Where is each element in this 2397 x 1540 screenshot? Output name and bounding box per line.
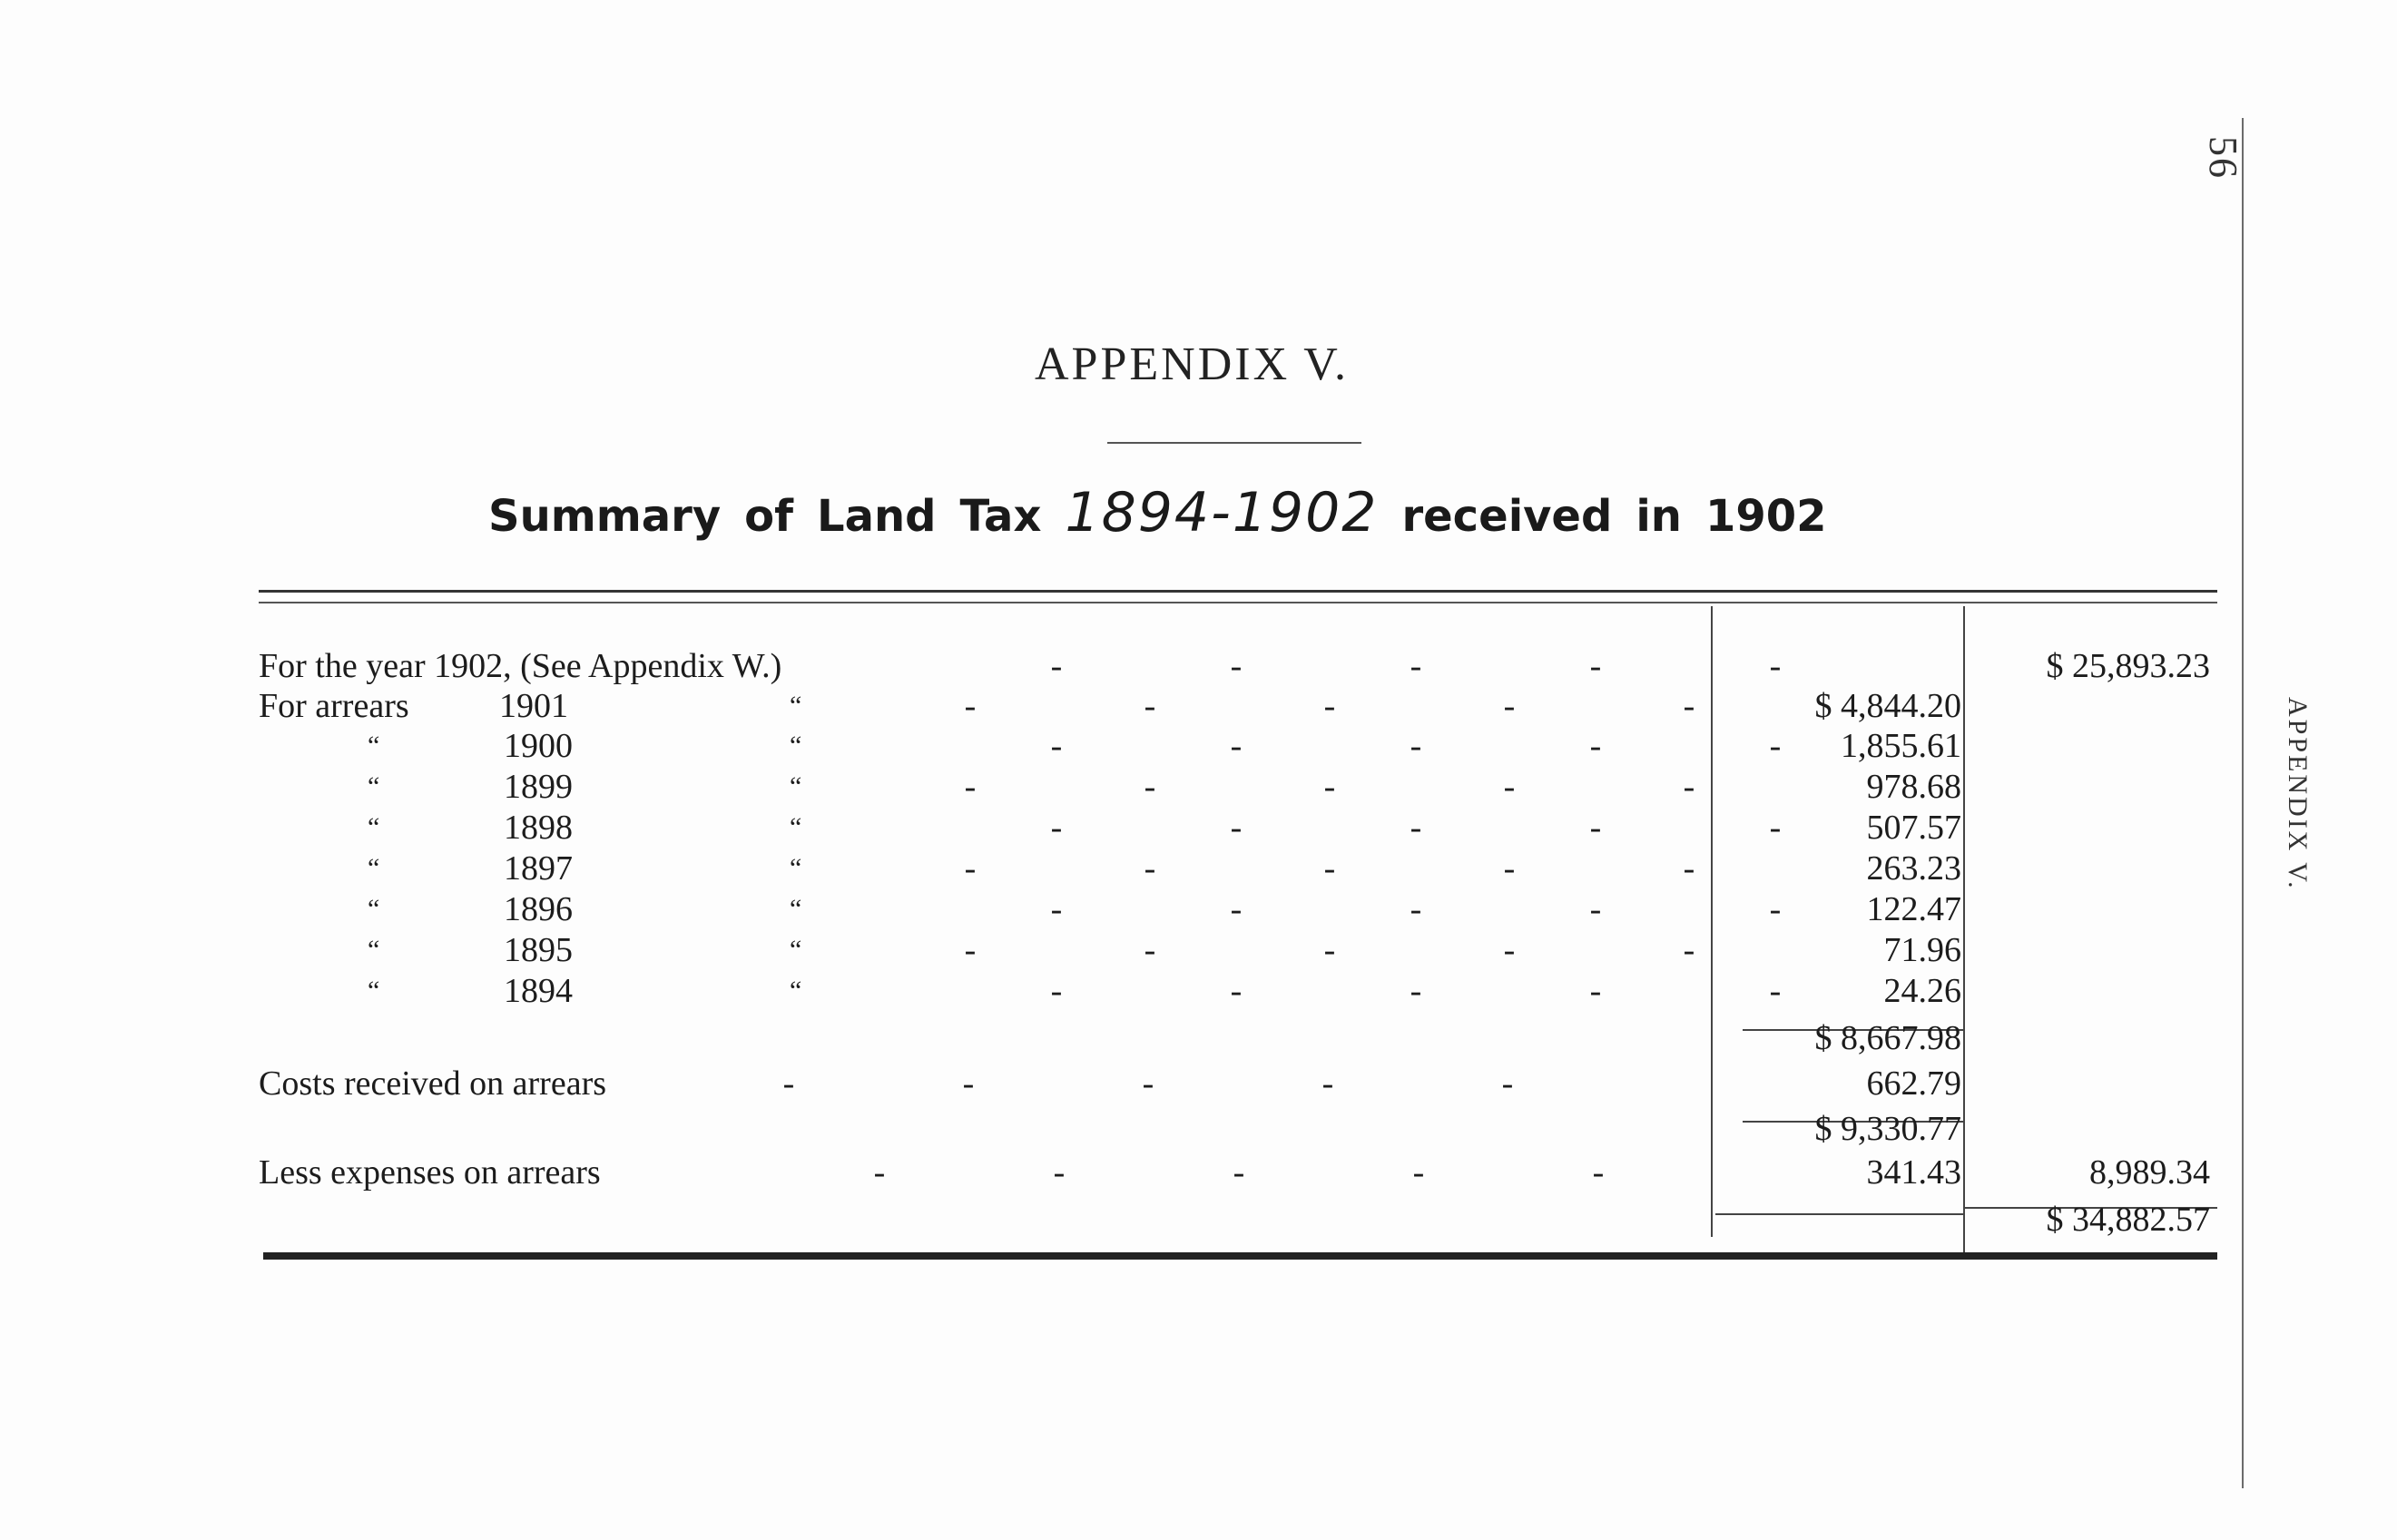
table-row: [259, 726, 2219, 766]
row-year: 1895: [504, 931, 573, 969]
title-word: received: [1401, 491, 1613, 542]
grand-total-cell: $ 34,882.57: [2046, 1201, 2210, 1239]
row-label: For arrears: [259, 687, 409, 725]
row-label: For the year 1902, (See Appendix W.): [259, 647, 782, 685]
amount-cell: 24.26: [1883, 972, 1961, 1010]
table-row: [259, 971, 2219, 1011]
title-word: Tax: [959, 491, 1042, 542]
title-word: of: [744, 491, 793, 542]
title-word: Land: [816, 491, 937, 542]
ditto-mark: “: [368, 812, 380, 842]
ditto-mark: “: [790, 935, 802, 965]
table-row: [259, 930, 2219, 970]
table-row: [259, 1153, 2219, 1192]
row-year: 1899: [504, 768, 573, 806]
leader-dashes: - - - - -: [1050, 890, 1782, 928]
title-word: in: [1636, 491, 1682, 542]
row-year: 1897: [504, 849, 573, 888]
amount-cell: 1,855.61: [1841, 727, 1961, 765]
ditto-mark: “: [790, 691, 802, 721]
ditto-mark: “: [790, 812, 802, 842]
leader-dashes: - - - - -: [964, 768, 1695, 806]
row-year: 1896: [504, 890, 573, 928]
table-bottom-rule: [263, 1252, 2217, 1260]
title-word: Summary: [488, 491, 722, 542]
table-row: [259, 848, 2219, 888]
ditto-mark: “: [368, 976, 380, 1005]
title-word: 1902: [1704, 491, 1827, 542]
row-label: Less expenses on arrears: [259, 1153, 601, 1192]
row-year: 1901: [499, 687, 568, 725]
ditto-mark: “: [368, 853, 380, 883]
row-label: Costs received on arrears: [259, 1064, 607, 1103]
leader-dashes: - - - - -: [1050, 647, 1782, 685]
ditto-mark: “: [790, 976, 802, 1005]
leader-dashes: - - - - -: [782, 1064, 1514, 1103]
table-row: [259, 646, 2219, 686]
amount-cell: 122.47: [1866, 890, 1961, 928]
title-rule: [1107, 442, 1361, 444]
leader-dashes: - - - - -: [1050, 972, 1782, 1010]
side-running-header: APPENDIX V.: [2283, 697, 2313, 891]
ditto-mark: “: [790, 731, 802, 760]
ditto-mark: “: [368, 935, 380, 965]
page-number: 56: [2201, 136, 2245, 180]
leader-dashes: - - - - -: [873, 1153, 1605, 1192]
table-row: [259, 1064, 2219, 1104]
leader-dashes: - - - - -: [964, 849, 1695, 888]
total-cell: 8,989.34: [2089, 1153, 2210, 1192]
leader-dashes: - - - - -: [1050, 809, 1782, 847]
ditto-mark: “: [790, 894, 802, 924]
table-row: [259, 767, 2219, 807]
row-year: 1900: [504, 727, 573, 765]
summary-title: [488, 481, 1827, 544]
amount-cell: $ 4,844.20: [1814, 687, 1961, 725]
amount-cell: 263.23: [1866, 849, 1961, 888]
grand-total-row: [259, 1200, 2219, 1240]
ditto-mark: “: [790, 771, 802, 801]
subtotal-row: [259, 1018, 2219, 1058]
page-edge-rule: [2242, 118, 2244, 1488]
leader-dashes: - - - - -: [964, 931, 1695, 969]
table-row: [259, 889, 2219, 929]
ditto-mark: “: [368, 731, 380, 760]
ditto-mark: “: [368, 771, 380, 801]
appendix-title: APPENDIX V.: [1035, 338, 1350, 390]
ditto-mark: “: [368, 894, 380, 924]
subtotal-cell: $ 9,330.77: [1814, 1110, 1961, 1148]
subtotal-row: [259, 1109, 2219, 1149]
amount-cell: 978.68: [1866, 768, 1961, 806]
row-year: 1894: [504, 972, 573, 1010]
total-cell: $ 25,893.23: [2046, 647, 2210, 685]
subtotal-cell: $ 8,667.98: [1814, 1019, 1961, 1057]
amount-cell: 662.79: [1866, 1064, 1961, 1103]
leader-dashes: - - - - -: [1050, 727, 1782, 765]
leader-dashes: - - - - -: [964, 687, 1695, 725]
amount-cell: 507.57: [1866, 809, 1961, 847]
amount-cell: 71.96: [1883, 931, 1961, 969]
table-top-rule: [259, 590, 2217, 593]
table-row: [259, 686, 2219, 726]
table-row: [259, 808, 2219, 848]
row-year: 1898: [504, 809, 573, 847]
amount-cell: 341.43: [1866, 1153, 1961, 1192]
table-top-rule-secondary: [259, 602, 2217, 603]
ditto-mark: “: [790, 853, 802, 883]
title-years: 1894-1902: [1065, 481, 1379, 544]
